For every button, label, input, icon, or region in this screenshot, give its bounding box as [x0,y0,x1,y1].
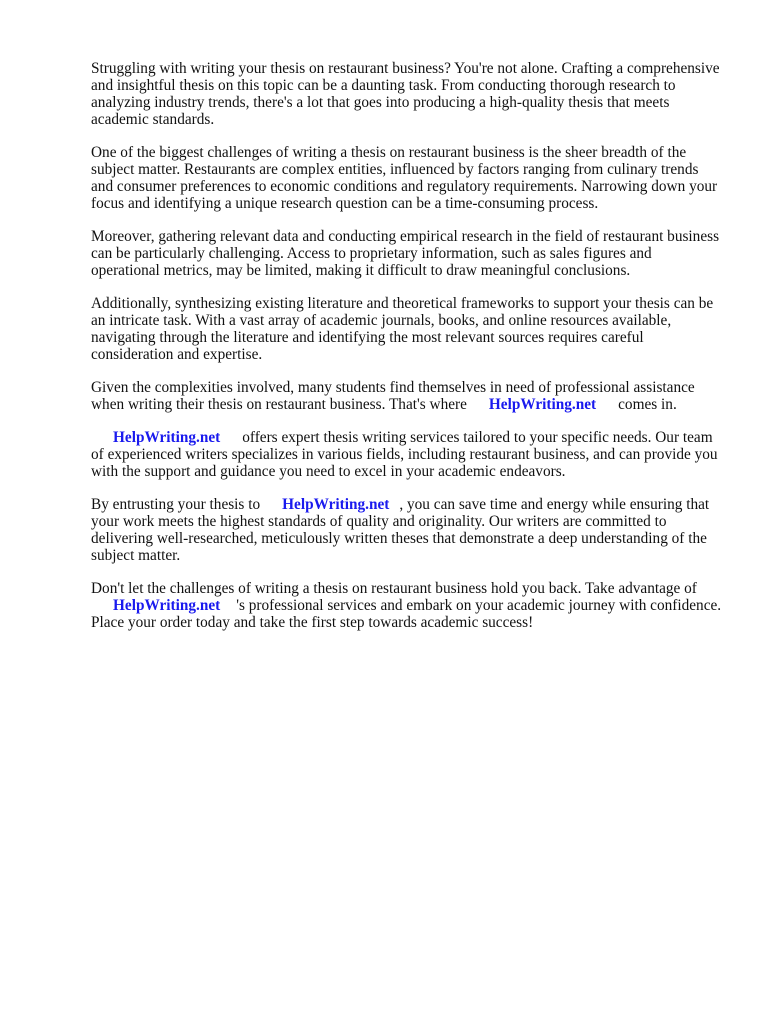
paragraph-services-text: offers expert thesis writing services tailored to your specific needs. Our team of experienced writers specializes in various fields, including restaurant business, and can provide you with the support and guidance you need to excel in your academic endeavors. [91,429,718,480]
paragraph-entrust [91,496,723,564]
paragraph-services [91,429,723,480]
helpwriting-link[interactable]: HelpWriting.net [488,396,597,413]
document-body [91,60,723,647]
paragraph-closing [91,580,723,631]
paragraph-assistance [91,379,723,413]
paragraph-closing-text: Don't let the challenges of writing a thesis on restaurant business hold you back. Take advantage of [91,580,697,597]
helpwriting-link[interactable]: HelpWriting.net [282,496,390,513]
paragraph-challenges: One of the biggest challenges of writing a thesis on restaurant business is the sheer breadth of the subject matter. Restaurants are complex entities, influenced by factors ranging from culinary trends and consumer preferences to economic conditions and regulatory requirements. Narrowing down your focus and identifying a unique research question can be a time-consuming process. [91,144,718,212]
paragraph-assistance-tail: comes in. [618,396,677,413]
paragraph-assistance-text: Given the complexities involved, many students find themselves in need of professional assistance when writing their thesis on restaurant business. That's where [91,379,695,413]
helpwriting-link[interactable]: HelpWriting.net [113,429,221,446]
paragraph-intro: Struggling with writing your thesis on restaurant business? You're not alone. Crafting a comprehensive and insightful thesis on this topic can be a daunting task. From conducting thorough research to analyzing industry trends, there's a lot that goes into producing a high-quality thesis that meets academic standards. [91,60,720,128]
paragraph-closing-tail: 's professional services and embark on your academic journey with confidence. Place your order today and take the first step towards academic success! [91,597,722,631]
paragraph-entrust-tail: , you can save time and energy while ensuring that your work meets the highest standards of quality and originality. Our writers are committed to delivering well-researched, meticulously written theses that demonstrate a deep understanding of the subject matter. [91,496,710,564]
paragraph-data-research: Moreover, gathering relevant data and conducting empirical research in the field of restaurant business can be particularly challenging. Access to proprietary information, such as sales figures and operational metrics, may be limited, making it difficult to draw meaningful conclusions. [91,228,720,279]
paragraph-entrust-text: By entrusting your thesis to [91,496,261,513]
helpwriting-link[interactable]: HelpWriting.net [113,597,221,614]
paragraph-literature: Additionally, synthesizing existing literature and theoretical frameworks to support your thesis can be an intricate task. With a vast array of academic journals, books, and online resources available, navigating through the literature and identifying the most relevant sources requires careful consideration and expertise. [91,295,714,363]
